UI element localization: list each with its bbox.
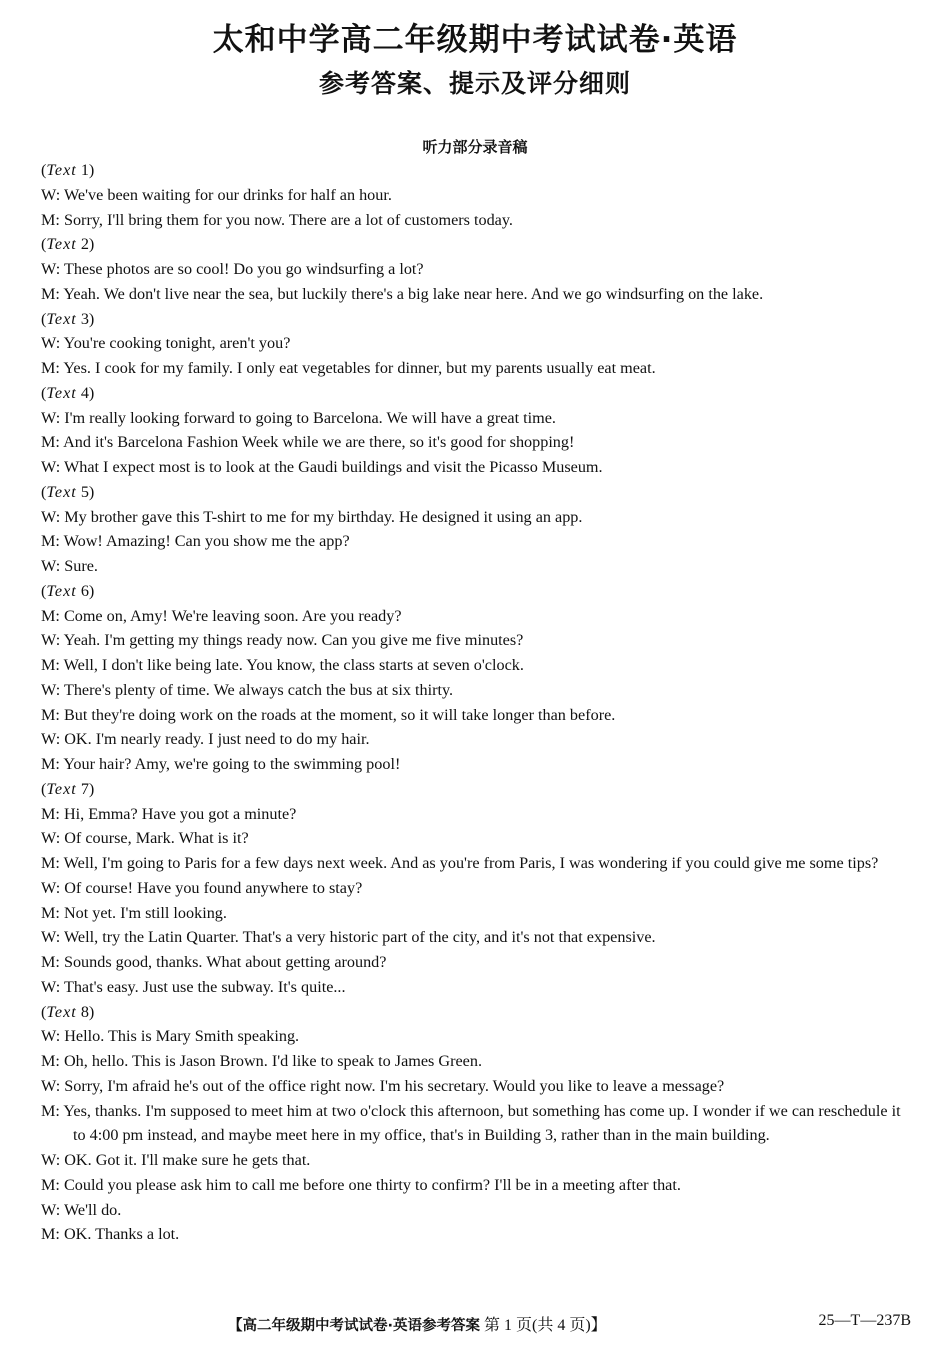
speaker-separator: : [55,730,65,749]
dialog-line [41,703,913,728]
utterance: Sorry, I'll bring them for you now. There are a lot of customers today. [63,210,513,229]
paren-open: ( [41,161,47,179]
speaker: W [41,408,56,427]
speaker: W [41,1027,56,1046]
paren-close: ) [88,161,95,179]
utterance: Sorry, I'm afraid he's out of the office right now. I'm his secretary. Would you like to leave a message? [64,1076,725,1095]
speaker: W [41,260,56,278]
dialog-line [41,406,913,431]
text-label [41,158,913,183]
speaker: W [41,1076,56,1095]
text-label [41,777,913,802]
text-label [41,381,913,406]
utterance: My brother gave this T-shirt to me for my birthday. He designed it using an app. [64,507,583,526]
speaker-separator: : [55,977,64,996]
paren-close: ) [88,581,95,600]
speaker: W [41,334,56,353]
speaker: M [41,705,56,724]
footer-title-text: 【高二年级期中考试试卷·英语参考答案 [228,1318,481,1334]
utterance: Of course! Have you found anywhere to stay? [64,878,363,897]
dialog-line [41,727,913,752]
utterance: Wow! Amazing! Can you show me the app? [63,532,350,551]
speaker-separator: : [55,185,64,204]
speaker: W [41,1200,56,1219]
dialog-line [41,975,913,1000]
dialog-line [41,752,913,777]
speaker: M [41,1175,56,1194]
paren-close: ) [88,1002,95,1021]
speaker-separator: : [55,408,65,427]
section-heading: 听力部分录音稿 [422,138,528,156]
utterance: Hi, Emma? Have you got a minute? [63,804,297,823]
text-word: Text [46,1002,77,1021]
speaker-separator: : [55,260,64,278]
text-number: 3 [80,309,89,328]
speaker-separator: : [55,284,64,303]
dialog-line [41,282,913,307]
speaker-separator: : [55,705,64,724]
dialog-line [41,430,913,455]
speaker: W [41,631,56,650]
dialog-line [41,554,913,579]
utterance: What I expect most is to look at the Gaudi buildings and visit the Picasso Museum. [63,458,603,476]
utterance: These photos are so cool! Do you go windsurfing a lot? [63,260,424,278]
utterance: I'm really looking forward to going to Barcelona. We will have a great time. [64,408,556,427]
dialog-line [41,1222,913,1247]
speaker: M [41,532,56,551]
text-number: 1 [80,161,89,179]
speaker: M [41,433,56,452]
paren-open: ( [41,309,47,328]
dialog-line [41,1074,913,1099]
speaker: M [41,953,56,971]
dialog-line [41,1024,913,1049]
speaker-separator: : [55,1175,64,1194]
utterance: Yes, thanks. I'm supposed to meet him at two o'clock this afternoon, but something has come up. I wonder if we can reschedule it to 4:00 pm instead, and maybe meet here in my office, that's in Building 3, rather than in the main building. [63,1101,901,1145]
utterance: Well, I don't like being late. You know, the class starts at seven o'clock. [63,656,524,674]
utterance: Not yet. I'm still looking. [63,903,227,922]
text-number: 8 [80,1002,89,1021]
text-number: 6 [80,581,89,600]
utterance: Come on, Amy! We're leaving soon. Are you ready? [63,606,402,625]
text-word: Text [46,581,77,600]
dialog-line [41,628,913,653]
speaker-separator: : [55,878,65,897]
speaker: M [41,804,56,823]
paren-open: ( [41,581,47,600]
dialog-line [41,1148,913,1173]
dialog-line [41,901,913,926]
speaker-separator: : [55,532,64,551]
speaker: W [41,878,56,897]
speaker: M [41,284,56,303]
speaker-separator: : [55,680,64,699]
paren-open: ( [41,1002,47,1021]
text-label [41,480,913,505]
dialog-line [41,950,913,975]
utterance: Your hair? Amy, we're going to the swimming pool! [63,755,401,773]
speaker: W [41,829,56,848]
speaker: M [41,1101,56,1120]
speaker-separator: : [55,804,64,823]
dialog-line [41,1173,913,1198]
utterance: OK. Got it. I'll make sure he gets that. [64,1151,311,1169]
speaker-separator: : [55,928,64,947]
text-word: Text [46,383,77,402]
speaker-separator: : [55,829,65,848]
dialog-line [41,802,913,827]
speaker: W [41,185,56,204]
speaker-separator: : [55,1200,64,1219]
text-label [41,307,913,332]
speaker-separator: : [55,953,64,971]
speaker-separator: : [55,755,64,773]
speaker: W [41,557,56,575]
speaker-separator: : [55,656,64,674]
utterance: Hello. This is Mary Smith speaking. [64,1027,300,1046]
utterance: OK. Thanks a lot. [63,1225,180,1244]
speaker-separator: : [55,606,64,625]
dialog-line [41,183,913,208]
speaker-separator: : [55,359,64,377]
footer-code: 25—T—237B [818,1312,911,1329]
utterance: Well, I'm going to Paris for a few days next week. And as you're from Paris, I was wondering if you could give me some tips? [63,854,879,872]
speaker: W [41,1151,56,1169]
dialog-line [41,1049,913,1074]
dialog-line [41,455,913,480]
utterance: You're cooking tonight, aren't you? [63,334,291,353]
utterance: That's easy. Just use the subway. It's quite... [63,977,346,996]
speaker-separator: : [55,854,64,872]
dialog-line [41,653,913,678]
text-number: 2 [80,235,89,254]
utterance: Well, try the Latin Quarter. That's a very historic part of the city, and it's not that expensive. [63,928,656,947]
paren-close: ) [88,309,95,328]
speaker: M [41,903,56,922]
text-label [41,579,913,604]
speaker: M [41,656,56,674]
speaker: W [41,977,56,996]
speaker-separator: : [55,1076,65,1095]
utterance: Yes. I cook for my family. I only eat vegetables for dinner, but my parents usually eat meat. [63,359,656,377]
utterance: There's plenty of time. We always catch the bus at six thirty. [63,680,454,699]
speaker: M [41,210,56,229]
document-subtitle: 参考答案、提示及评分细则 [318,69,631,98]
dialog-line [41,257,913,282]
dialog-line [41,876,913,901]
utterance: And it's Barcelona Fashion Week while we are there, so it's good for shopping! [63,433,575,452]
speaker-separator: : [55,631,64,650]
speaker: M [41,1052,56,1070]
paren-open: ( [41,779,47,798]
text-label [41,1000,913,1025]
text-word: Text [46,779,77,798]
text-number: 5 [80,482,89,501]
dialog-line [41,851,913,876]
speaker-separator: : [55,1101,64,1120]
speaker-separator: : [55,1151,65,1169]
speaker: M [41,854,56,872]
paren-close: ) [88,779,95,798]
dialog-line [41,604,913,629]
speaker-separator: : [55,1027,65,1046]
text-word: Text [46,482,77,501]
dialog-line [41,331,913,356]
speaker: M [41,359,56,377]
dialog-line [41,925,913,950]
speaker: W [41,458,56,476]
text-word: Text [46,235,77,254]
speaker-separator: : [55,433,64,452]
listening-transcript [41,158,913,1247]
speaker: W [41,507,56,526]
paren-close: ) [88,235,95,254]
dialog-line [41,826,913,851]
speaker: W [41,680,56,699]
speaker-separator: : [55,507,65,526]
text-word: Text [46,161,77,179]
speaker: M [41,755,56,773]
speaker-separator: : [55,334,64,353]
utterance: Yeah. We don't live near the sea, but luckily there's a big lake near here. And we go windsurfing on the lake. [63,284,764,303]
text-word: Text [46,309,77,328]
footer-title [228,1312,607,1335]
speaker-separator: : [55,1225,64,1244]
utterance: Oh, hello. This is Jason Brown. I'd like to speak to James Green. [63,1052,482,1070]
page-footer [0,1312,950,1334]
footer-page-number: 第 1 页(共 4 页)】 [480,1317,607,1334]
dialog-line [41,678,913,703]
paren-open: ( [41,482,47,501]
paren-open: ( [41,383,47,402]
speaker-separator: : [55,210,64,229]
paren-close: ) [88,482,95,501]
speaker-separator: : [55,903,64,922]
dialog-line [41,1099,913,1149]
speaker-separator: : [55,1052,64,1070]
paren-close: ) [88,383,95,402]
paren-open: ( [41,235,47,254]
utterance: Yeah. I'm getting my things ready now. Can you give me five minutes? [63,631,524,650]
dialog-line [41,505,913,530]
dialog-line [41,529,913,554]
dialog-line [41,356,913,381]
utterance: OK. I'm nearly ready. I just need to do my hair. [64,730,370,749]
speaker: M [41,1225,56,1244]
text-number: 7 [80,779,89,798]
speaker: W [41,730,56,749]
utterance: But they're doing work on the roads at the moment, so it will take longer than before. [63,705,616,724]
dialog-line [41,1198,913,1223]
utterance: We've been waiting for our drinks for half an hour. [63,185,392,204]
speaker-separator: : [55,458,64,476]
utterance: We'll do. [63,1200,122,1219]
utterance: Of course, Mark. What is it? [64,829,249,848]
speaker: W [41,928,56,947]
speaker-separator: : [55,557,65,575]
text-label [41,232,913,257]
speaker: M [41,606,56,625]
utterance: Could you please ask him to call me before one thirty to confirm? I'll be in a meeting after that. [63,1175,681,1194]
utterance: Sure. [64,557,98,575]
text-number: 4 [80,383,89,402]
document-title: 太和中学高二年级期中考试试卷·英语 [212,22,738,58]
utterance: Sounds good, thanks. What about getting around? [63,953,387,971]
dialog-line [41,208,913,233]
